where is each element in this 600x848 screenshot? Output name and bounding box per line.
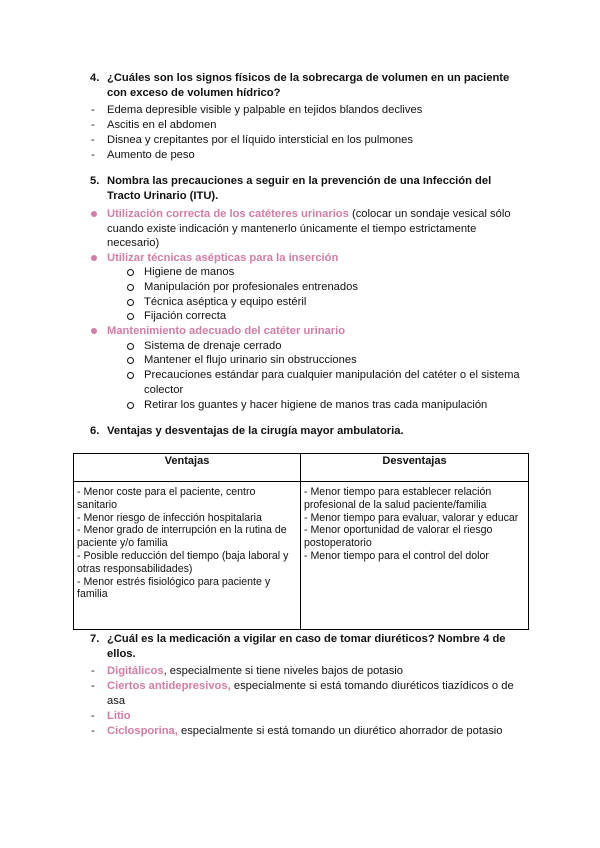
list-item: - Ascitis en el abdomen [90,118,520,133]
cell-line: - Menor oportunidad de valorar el riesgo postoperatorio [304,524,493,550]
question-number: 7. [90,633,100,645]
highlight-text: Mantenimiento adecuado del catéter urinario [107,325,346,338]
question-text: Ventajas y desventajas de la cirugía mayor ambulatoria. [107,425,404,437]
circle-bullet-icon [127,299,134,306]
answer-list [90,664,520,739]
drug-name: Ciertos antidepresivos, [107,680,231,692]
circle-bullet-icon [127,402,134,409]
circle-bullet-icon [127,313,134,320]
sub-item-text: Precauciones estándar para cualquier manipulación del catéter o el sistema colector [144,369,520,397]
question-text: ¿Cuál es la medicación a vigilar en caso de tomar diuréticos? Nombre 4 de ellos. [107,633,506,660]
cell-line: - Posible reducción del tiempo (baja laboral y otras responsabilidades) [77,549,289,575]
pros-cons-table [73,453,529,630]
cell-line: - Menor riesgo de infección hospitalaria [77,511,262,524]
table-header-row [74,454,529,482]
question-5 [90,174,520,413]
question-5-heading [90,174,520,204]
circle-bullet-icon [127,357,134,364]
bullet-icon [91,211,97,217]
item-text: (colocar un sondaje vesical sólo cuando existe indicación y mantenerlo únicamente el tiempo estrictamente necesario) [107,208,511,249]
question-7-heading [90,632,520,662]
list-item: - Disnea y crepitantes por el líquido intersticial en los pulmones [90,133,520,148]
cell-line: - Menor coste para el paciente, centro sanitario [77,486,256,511]
sub-list-item [127,368,520,398]
highlight-text: Utilización correcta de los catéteres urinarios [107,208,349,220]
list-item [90,709,520,724]
drug-name: Digitálicos [107,665,164,677]
question-6 [90,424,520,439]
cell-line: - Menor estrés fisiológico para paciente y familia [77,575,271,601]
list-item: - Aumento de peso [90,148,520,163]
sub-item-text: Higiene de manos [144,266,235,278]
circle-bullet-icon [127,372,134,379]
sub-item-text: Retirar los guantes y hacer higiene de manos tras cada manipulación [144,398,488,411]
table-header-ventajas: Ventajas [74,454,301,482]
list-item [90,207,520,251]
question-4 [90,71,520,163]
sub-list-item [127,339,520,354]
sub-item-text: Técnica aséptica y equipo estéril [144,295,307,308]
drug-name: Litio [107,710,131,722]
sub-list-item [127,309,520,324]
list-item [90,324,520,412]
sub-item-text: Manipulación por profesionales entrenados [144,280,358,293]
sub-list-item [127,265,520,280]
sub-item-text: Fijación correcta [144,310,227,323]
circle-bullet-icon [127,269,134,276]
sub-list [107,339,520,413]
circle-bullet-icon [127,343,134,350]
bullet-icon [91,255,97,261]
sub-item-text: Mantener el flujo urinario sin obstrucciones [144,354,357,367]
list-item [90,664,520,679]
sub-list-item [127,398,520,413]
cell-line: - Menor tiempo para evaluar, valorar y educar [304,511,519,524]
table-header-desventajas: Desventajas [301,454,529,482]
question-number: 6. [90,425,100,437]
cell-line: - Menor grado de interrupción en la rutina de paciente y/o familia [77,524,287,550]
question-4-heading [90,71,520,101]
item-text: especialmente si está tomando un diurético ahorrador de potasio [177,725,503,737]
question-text: ¿Cuáles son los signos físicos de la sobrecarga de volumen en un paciente con exceso de volumen hídrico? [107,72,510,99]
sub-list [107,265,520,324]
sub-list-item [127,295,520,310]
question-text: Nombra las precauciones a seguir en la prevención de una Infección del Tracto Urinario (ITU). [107,175,492,202]
answer-list [90,103,520,163]
list-item [90,724,520,739]
question-6-heading [90,424,520,439]
circle-bullet-icon [127,284,134,291]
highlight-text: Utilizar técnicas asépticas para la inserción [107,251,339,264]
item-text: especialmente si está tomando diuréticos tiazídicos o de asa [107,680,514,707]
table-row [74,482,529,630]
table-cell-ventajas [74,482,301,630]
list-item [90,251,520,325]
table-cell-desventajas [301,482,529,630]
question-number: 5. [90,175,100,187]
cell-line: - Menor tiempo para establecer relación profesional de la salud paciente/familia [304,486,492,511]
question-number: 4. [90,72,100,84]
question-7 [90,632,520,739]
item-text: , especialmente si tiene niveles bajos de potasio [163,665,404,677]
drug-name: Ciclosporina, [107,725,178,737]
sub-list-item [127,280,520,295]
list-item [90,679,520,709]
bullet-icon [91,328,97,334]
answer-list [90,207,520,413]
sub-list-item [127,353,520,368]
cell-line: - Menor tiempo para el control del dolor [304,549,489,562]
list-item: - Edema depresible visible y palpable en tejidos blandos declives [90,103,520,118]
sub-item-text: Sistema de drenaje cerrado [144,339,282,352]
